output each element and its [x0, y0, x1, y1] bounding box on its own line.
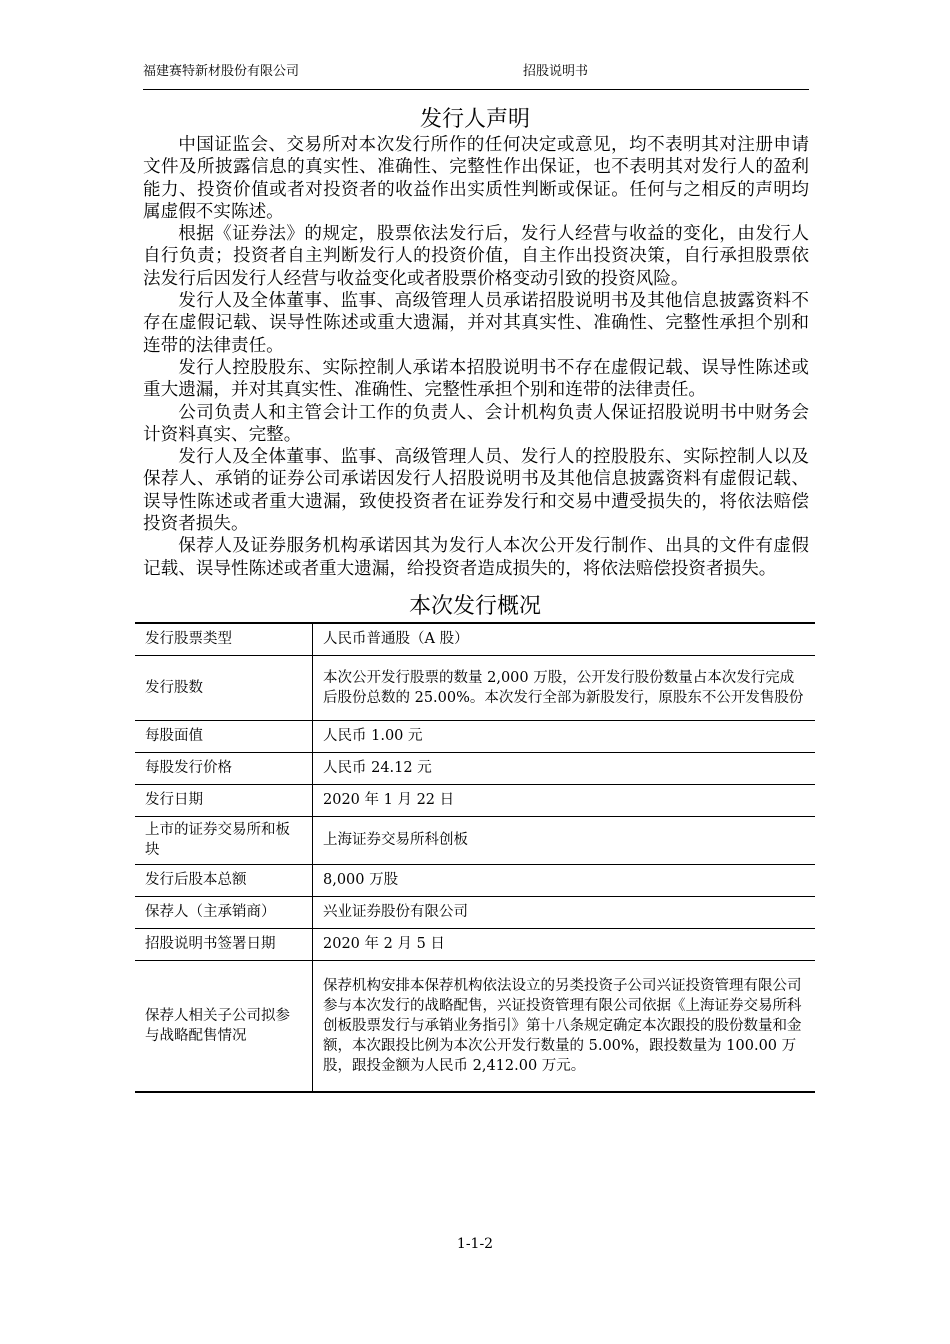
row-label: 每股发行价格 [135, 752, 313, 784]
paragraph: 根据《证券法》的规定，股票依法发行后，发行人经营与收益的变化，由发行人自行负责；投资者自主判断发行人的投资价值，自主作出投资决策，自行承担股票依法发行后因发行人经营与收益变化或者股票价格变动引致的投资风险。 [143, 224, 809, 289]
row-value: 2020 年 1 月 22 日 [313, 784, 816, 816]
row-label: 发行后股本总额 [135, 864, 313, 896]
declaration-body [143, 134, 809, 580]
declaration-title: 发行人声明 [419, 107, 530, 132]
row-label: 发行日期 [135, 784, 313, 816]
overview-table [135, 622, 815, 1093]
table-row [135, 960, 815, 1092]
header-company: 福建赛特新材股份有限公司 [143, 64, 300, 79]
paragraph: 保荐人及证券服务机构承诺因其为发行人本次公开发行制作、出具的文件有虚假记载、误导性陈述或者重大遗漏，给投资者造成损失的，将依法赔偿投资者损失。 [143, 536, 809, 579]
overview-title: 本次发行概况 [408, 594, 541, 619]
table-row [135, 864, 815, 896]
header-doc-type: 招股说明书 [523, 64, 589, 79]
paragraph: 公司负责人和主管会计工作的负责人、会计机构负责人保证招股说明书中财务会计资料真实、完整。 [143, 402, 809, 445]
row-value: 人民币 1.00 元 [313, 720, 816, 752]
row-label: 保荐人（主承销商） [135, 896, 313, 928]
page-number: 1-1-2 [456, 1236, 494, 1252]
row-value: 上海证券交易所科创板 [313, 816, 816, 864]
row-value: 2020 年 2 月 5 日 [313, 928, 816, 960]
table-row [135, 720, 815, 752]
table-row [135, 752, 815, 784]
table-row [135, 928, 815, 960]
paragraph: 发行人及全体董事、监事、高级管理人员承诺招股说明书及其他信息披露资料不存在虚假记载、误导性陈述或重大遗漏，并对其真实性、准确性、完整性承担个别和连带的法律责任。 [143, 291, 809, 356]
table-row [135, 896, 815, 928]
paragraph: 发行人控股股东、实际控制人承诺本招股说明书不存在虚假记载、误导性陈述或重大遗漏，并对其真实性、准确性、完整性承担个别和连带的法律责任。 [143, 357, 809, 401]
row-value: 保荐机构安排本保荐机构依法设立的另类投资子公司兴证投资管理有限公司参与本次发行的战略配售，兴证投资管理有限公司依据《上海证券交易所科创板股票发行与承销业务指引》第十八条规定确定本次跟投的股份数量和金额，本次跟投比例为本次公开发行数量的 5.00%，跟投数量为 100.00 万股，跟投金额为人民币 2,412.00 万元。 [313, 960, 816, 1092]
paragraph: 发行人及全体董事、监事、高级管理人员、发行人的控股股东、实际控制人以及保荐人、承销的证券公司承诺因发行人招股说明书及其他信息披露资料有虚假记载、误导性陈述或者重大遗漏，致使投资者在证券发行和交易中遭受损失的，将依法赔偿投资者损失。 [143, 447, 809, 535]
header-divider [143, 89, 809, 90]
row-label: 保荐人相关子公司拟参与战略配售情况 [135, 960, 313, 1092]
table-row [135, 623, 815, 655]
table-row [135, 655, 815, 720]
row-label: 发行股票类型 [135, 623, 313, 655]
row-value: 人民币 24.12 元 [313, 752, 816, 784]
table-row [135, 784, 815, 816]
row-value: 8,000 万股 [313, 864, 816, 896]
paragraph: 中国证监会、交易所对本次发行所作的任何决定或意见，均不表明其对注册申请文件及所披露信息的真实性、准确性、完整性作出保证，也不表明其对发行人的盈利能力、投资价值或者对投资者的收益作出实质性判断或保证。任何与之相反的声明均属虚假不实陈述。 [143, 135, 809, 222]
row-value: 人民币普通股（A 股） [313, 623, 816, 655]
page-header [143, 60, 809, 80]
row-label: 每股面值 [135, 720, 313, 752]
row-label: 上市的证券交易所和板块 [135, 816, 313, 864]
row-label: 招股说明书签署日期 [135, 928, 313, 960]
row-label: 发行股数 [135, 655, 313, 720]
row-value: 兴业证券股份有限公司 [313, 896, 816, 928]
row-value: 本次公开发行股票的数量 2,000 万股，公开发行股份数量占本次发行完成后股份总数的 25.00%。本次发行全部为新股发行，原股东不公开发售股份 [313, 655, 816, 720]
table-row [135, 816, 815, 864]
